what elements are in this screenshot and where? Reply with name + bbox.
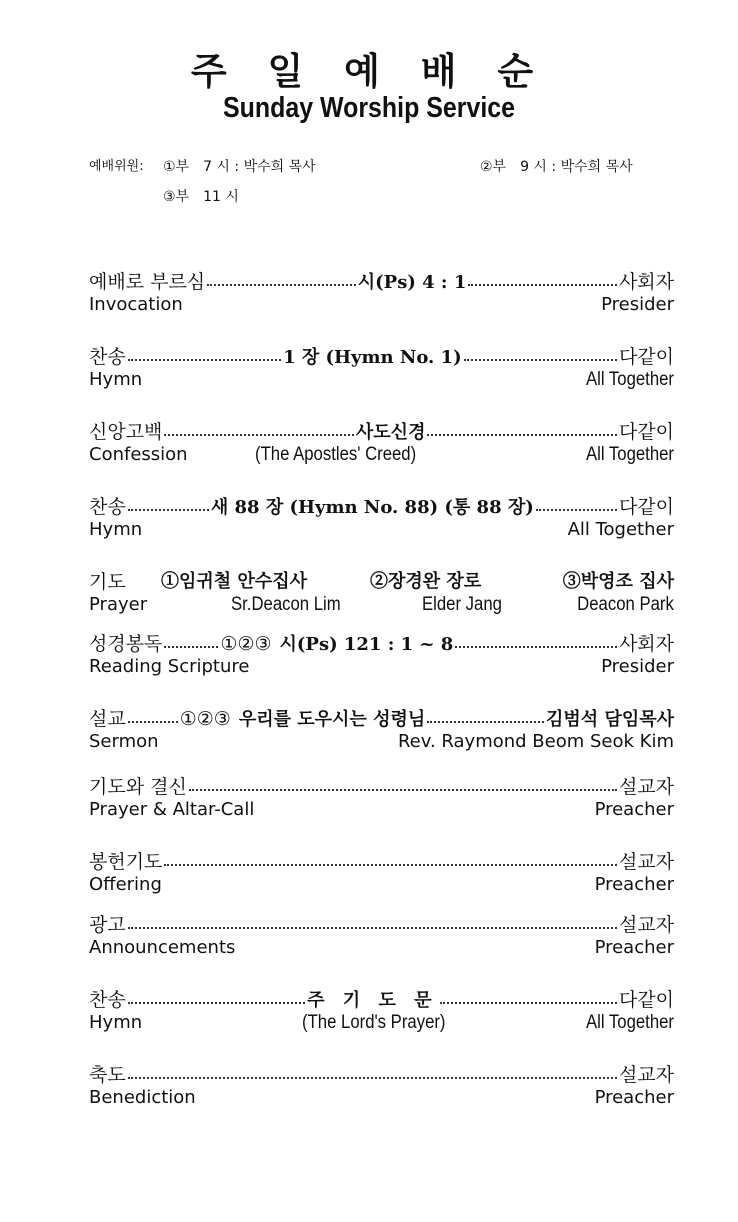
service-number: ①부 (163, 159, 190, 175)
service-time: 7 시 (203, 159, 230, 175)
title-korean: 주 일 예 배 순 (190, 50, 548, 93)
leader-dots (536, 507, 617, 511)
leader-dots (427, 719, 544, 723)
prayer-leader-1: ①임귀철 안수집사 (161, 571, 307, 592)
item-title-ko: 성경봉독 (89, 633, 163, 655)
service-leader: 박수희 목사 (560, 159, 633, 175)
staff-first-service (163, 157, 316, 177)
item-title-en: Hymn (89, 1012, 143, 1033)
prayer-leader-3: ③박영조 집사 (562, 571, 674, 592)
service-number: ③부 (163, 189, 190, 205)
preacher-name-ko: 김범석 담임목사 (546, 709, 674, 730)
order-item-lords-prayer (89, 985, 674, 1036)
order-item-scripture (89, 629, 674, 680)
item-title-en: Sermon (89, 731, 159, 752)
item-title-ko: 봉헌기도 (89, 851, 163, 873)
leader-dots (128, 925, 617, 929)
title-english: Sunday Worship Service (223, 92, 515, 124)
service-markers: ①②③ (220, 633, 272, 655)
leader-dots (128, 1075, 617, 1079)
item-title-ko: 축도 (89, 1064, 126, 1086)
order-item-altar-call (89, 772, 674, 823)
order-item-prayer (89, 567, 674, 618)
staff-third-service (163, 187, 239, 207)
item-role-en: Preacher (594, 874, 674, 895)
order-item-benediction (89, 1060, 674, 1111)
item-role-ko: 설교자 (618, 776, 674, 798)
order-item-hymn-1 (89, 342, 674, 393)
item-title-ko: 설교 (89, 708, 126, 730)
leader-dots (128, 507, 209, 511)
item-title-ko: 기도와 결신 (89, 776, 187, 798)
item-detail-en: (The Apostles' Creed) (255, 444, 417, 465)
leader-dots (468, 282, 617, 286)
item-role-en: All Together (567, 519, 674, 540)
item-role-en: Preacher (594, 1087, 674, 1108)
item-title-en: Prayer (89, 594, 148, 615)
item-title-en: Confession (89, 444, 188, 465)
leader-dots (164, 862, 617, 866)
leader-dots (440, 1000, 617, 1004)
preacher-name-en: Rev. Raymond Beom Seok Kim (397, 731, 674, 752)
item-detail: 1 장 (Hymn No. 1) (283, 347, 462, 368)
leader-dots (128, 719, 178, 723)
item-detail: 주 기 도 문 (307, 990, 438, 1011)
item-role-ko: 설교자 (618, 851, 674, 873)
item-role-ko: 다같이 (618, 346, 675, 368)
item-role-en: Preacher (594, 799, 674, 820)
leader-dots (164, 644, 218, 648)
item-title-en: Announcements (89, 937, 236, 958)
service-time: 11 시 (203, 189, 239, 205)
item-detail: 시(Ps) 4 : 1 (357, 272, 467, 293)
item-title-en: Benediction (89, 1087, 196, 1108)
item-title-en: Invocation (89, 294, 183, 315)
staff-second-service (480, 157, 633, 177)
item-role-ko: 설교자 (618, 1064, 674, 1086)
prayer-leader-2: ②장경완 장로 (370, 571, 482, 592)
item-title-en: Hymn (89, 369, 143, 390)
leader-dots (207, 282, 356, 286)
order-item-hymn-2 (89, 492, 674, 543)
item-role-en: All Together (586, 444, 674, 465)
item-detail: 새 88 장 (Hymn No. 88) (통 88 장) (210, 497, 534, 518)
item-role-ko: 사회자 (618, 271, 675, 293)
leader-dots (427, 432, 616, 436)
staff-label: 예배위원: (89, 159, 144, 174)
item-title-en: Hymn (89, 519, 143, 540)
order-item-invocation (89, 267, 674, 318)
item-title-en: Offering (89, 874, 162, 895)
order-item-sermon (89, 704, 674, 755)
item-role-en: Presider (601, 294, 674, 315)
prayer-leader-1-en: Sr.Deacon Lim (231, 594, 341, 615)
service-separator: : (551, 159, 557, 175)
service-number: ②부 (480, 159, 507, 175)
service-separator: : (234, 159, 240, 175)
order-item-offering (89, 847, 674, 898)
item-role-ko: 다같이 (618, 421, 675, 443)
order-item-announcements (89, 910, 674, 961)
item-title-ko: 찬송 (89, 989, 126, 1011)
item-detail: 사도신경 (355, 422, 426, 443)
item-title-ko: 신앙고백 (89, 421, 163, 443)
item-role-ko: 다같이 (618, 989, 675, 1011)
item-role-en: All Together (586, 1012, 674, 1033)
order-item-confession (89, 417, 674, 468)
item-title-ko: 광고 (89, 914, 126, 936)
item-title-en: Prayer & Altar-Call (89, 799, 255, 820)
item-role-ko: 사회자 (618, 633, 674, 655)
item-role-en: Preacher (594, 937, 674, 958)
prayer-leader-2-en: Elder Jang (422, 594, 502, 615)
item-role-ko: 다같이 (618, 496, 674, 518)
item-detail: 시(Ps) 121 : 1 ~ 8 (279, 634, 454, 655)
item-role-ko: 설교자 (618, 914, 674, 936)
item-title-en: Reading Scripture (89, 656, 250, 677)
sermon-title: 우리를 도우시는 성령님 (238, 709, 426, 730)
leader-dots (164, 432, 353, 436)
leader-dots (455, 644, 617, 648)
item-title-ko: 예배로 부르심 (89, 271, 206, 293)
service-leader: 박수희 목사 (243, 159, 316, 175)
item-role-en: All Together (586, 369, 674, 390)
service-markers: ①②③ (179, 708, 231, 730)
item-role-en: Presider (601, 656, 674, 677)
leader-dots (128, 1000, 305, 1004)
prayer-leader-3-en: Deacon Park (577, 594, 674, 615)
item-title-ko: 기도 (89, 571, 126, 593)
leader-dots (464, 357, 617, 361)
service-time: 9 시 (520, 159, 547, 175)
item-title-ko: 찬송 (89, 496, 126, 518)
item-title-ko: 찬송 (89, 346, 126, 368)
leader-dots (128, 357, 281, 361)
item-detail-en: (The Lord's Prayer) (302, 1012, 446, 1033)
leader-dots (189, 787, 617, 791)
